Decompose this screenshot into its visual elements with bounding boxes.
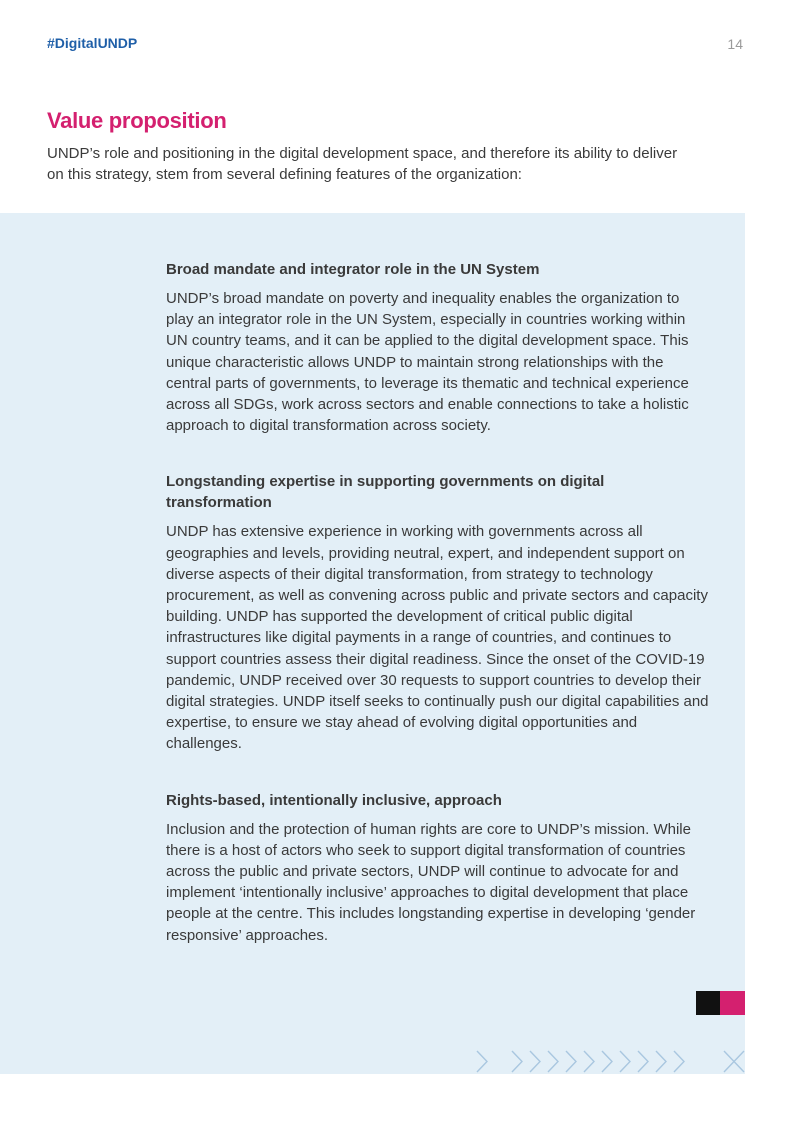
chevron-right-icon [656, 1051, 666, 1072]
features-list [166, 259, 711, 981]
page-title: Value proposition [47, 108, 227, 133]
feature-section [166, 471, 711, 754]
chevron-right-icon [477, 1051, 487, 1072]
chevron-right-icon [638, 1051, 648, 1072]
chevron-right-icon [674, 1051, 684, 1072]
features-panel [0, 213, 745, 1074]
chevron-right-icon [602, 1051, 612, 1072]
chevron-right-icon [530, 1051, 540, 1072]
feature-heading: Rights-based, intentionally inclusive, approach [166, 791, 502, 809]
chevron-right-icon [620, 1051, 630, 1072]
feature-body: UNDP has extensive experience in working with governments across all geographies and levels, providing neutral, expert, and independent support on diverse aspects of their digital transformation, from strategy to technology procurement, as well as convening across public and private sectors and capacity building. UNDP has supported the development of critical public digital infrastructures like digital payments in a range of countries, and continues to support countries assess their digital readiness. Since the onset of the COVID-19 pandemic, UNDP received over 30 requests to support countries to develop their digital strategies. UNDP itself seeks to continually push our digital capabilities and expertise, to ensure we stay ahead of evolving digital opportunities and challenges. [166, 523, 709, 753]
intro-paragraph: UNDP’s role and positioning in the digital development space, and therefore its ability to deliver on this strategy, stem from several defining features of the organization: [47, 145, 678, 183]
chevron-right-icon [566, 1051, 576, 1072]
feature-heading: Broad mandate and integrator role in the UN System [166, 261, 540, 278]
feature-heading: Longstanding expertise in supporting governments on digital transformation [166, 473, 605, 512]
chevron-right-icon [512, 1051, 522, 1072]
digital-undp-tag: #DigitalUNDP [47, 35, 138, 51]
feature-body: Inclusion and the protection of human rights are core to UNDP’s mission. While there is a host of actors who seek to support digital transformation of countries across the public and private sectors, UNDP will continue to advocate for and implement ‘intentionally inclusive’ approaches to digital development that place people at the centre. This includes longstanding expertise in developing ‘gender responsive’ approaches. [166, 820, 696, 944]
feature-section [166, 259, 711, 436]
chevron-right-icon [584, 1051, 594, 1072]
accent-square-black [696, 991, 720, 1015]
cross-icon [724, 1051, 744, 1072]
feature-body: UNDP’s broad mandate on poverty and inequality enables the organization to play an integrator role in the UN System, especially in countries working within UN country teams, and it can be applied to the digital development space. This unique characteristic allows UNDP to maintain strong relationships with the central parts of governments, to leverage its thematic and technical experience across all SDGs, work across sectors and enable connections to take a holistic approach to digital transformation across society. [166, 290, 689, 435]
accent-square-pink [720, 991, 745, 1015]
page-number: 14 [727, 36, 743, 52]
chevron-right-icon [548, 1051, 558, 1072]
chevron-pattern-decoration [472, 1049, 745, 1074]
feature-section [166, 790, 711, 946]
